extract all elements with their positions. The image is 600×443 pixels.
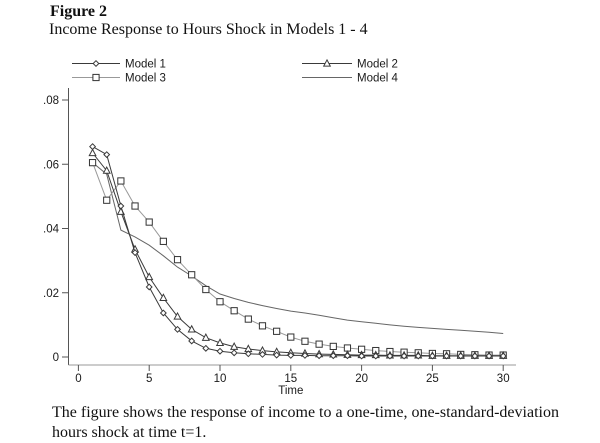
legend-marker — [93, 74, 99, 80]
series-marker-model-1 — [90, 144, 96, 150]
series-marker-model-1 — [118, 203, 124, 209]
figure-label: Figure 2 — [50, 3, 108, 20]
series-marker-model-3 — [245, 316, 251, 322]
y-tick-label: .06 — [43, 159, 59, 172]
series-line-model-1 — [93, 147, 504, 356]
legend-label: Model 4 — [357, 72, 398, 85]
series-marker-model-2 — [146, 273, 153, 279]
figure-title: Income Response to Hours Shock in Models 1 - 4 — [49, 21, 368, 38]
series-marker-model-3 — [259, 323, 265, 329]
y-tick-label: .04 — [43, 223, 59, 236]
series-marker-model-2 — [203, 334, 210, 340]
series-marker-model-3 — [231, 308, 237, 314]
series-marker-model-1 — [104, 152, 110, 158]
series-marker-model-3 — [217, 299, 223, 305]
series-marker-model-3 — [104, 197, 110, 203]
x-tick-label: 0 — [75, 373, 82, 385]
caption-line-1: The figure shows the response of income to a one-time, one-standard-deviation — [52, 404, 559, 421]
series-marker-model-3 — [316, 341, 322, 347]
legend-marker — [93, 61, 99, 67]
series-line-model-2 — [93, 153, 504, 356]
y-tick-label: 0 — [52, 352, 59, 364]
legend-label: Model 1 — [125, 58, 166, 71]
caption-line-2: hours shock at time t=1. — [52, 424, 207, 441]
series-marker-model-3 — [203, 286, 209, 292]
x-tick-label: 20 — [355, 373, 368, 385]
series-marker-model-3 — [288, 334, 294, 340]
x-tick-label: 30 — [496, 373, 510, 385]
series-line-model-3 — [93, 163, 504, 356]
legend-label: Model 3 — [125, 72, 166, 85]
series-marker-model-3 — [89, 160, 95, 166]
y-tick-label: .08 — [43, 95, 59, 107]
x-axis-title: Time — [278, 385, 304, 397]
figure-caption — [52, 403, 559, 443]
series-marker-model-3 — [132, 203, 138, 209]
series-marker-model-1 — [231, 350, 237, 356]
legend-label: Model 2 — [357, 58, 398, 71]
series-marker-model-1 — [146, 284, 152, 290]
series-marker-model-3 — [174, 257, 180, 263]
series-marker-model-3 — [302, 338, 308, 344]
series-marker-model-3 — [189, 272, 195, 278]
series-line-model-4 — [93, 163, 504, 334]
x-tick-label: 25 — [426, 373, 439, 385]
series-marker-model-3 — [160, 238, 166, 244]
series-marker-model-1 — [203, 346, 209, 352]
x-tick-label: 10 — [213, 373, 227, 385]
series-marker-model-3 — [330, 343, 336, 349]
series-marker-model-3 — [146, 219, 152, 225]
x-tick-label: 5 — [145, 373, 153, 385]
series-marker-model-2 — [89, 149, 96, 155]
y-tick-label: .02 — [43, 287, 59, 300]
x-tick-label: 15 — [284, 373, 298, 385]
series-marker-model-3 — [274, 328, 280, 334]
series-marker-model-3 — [118, 178, 124, 184]
series-marker-model-1 — [217, 348, 223, 354]
